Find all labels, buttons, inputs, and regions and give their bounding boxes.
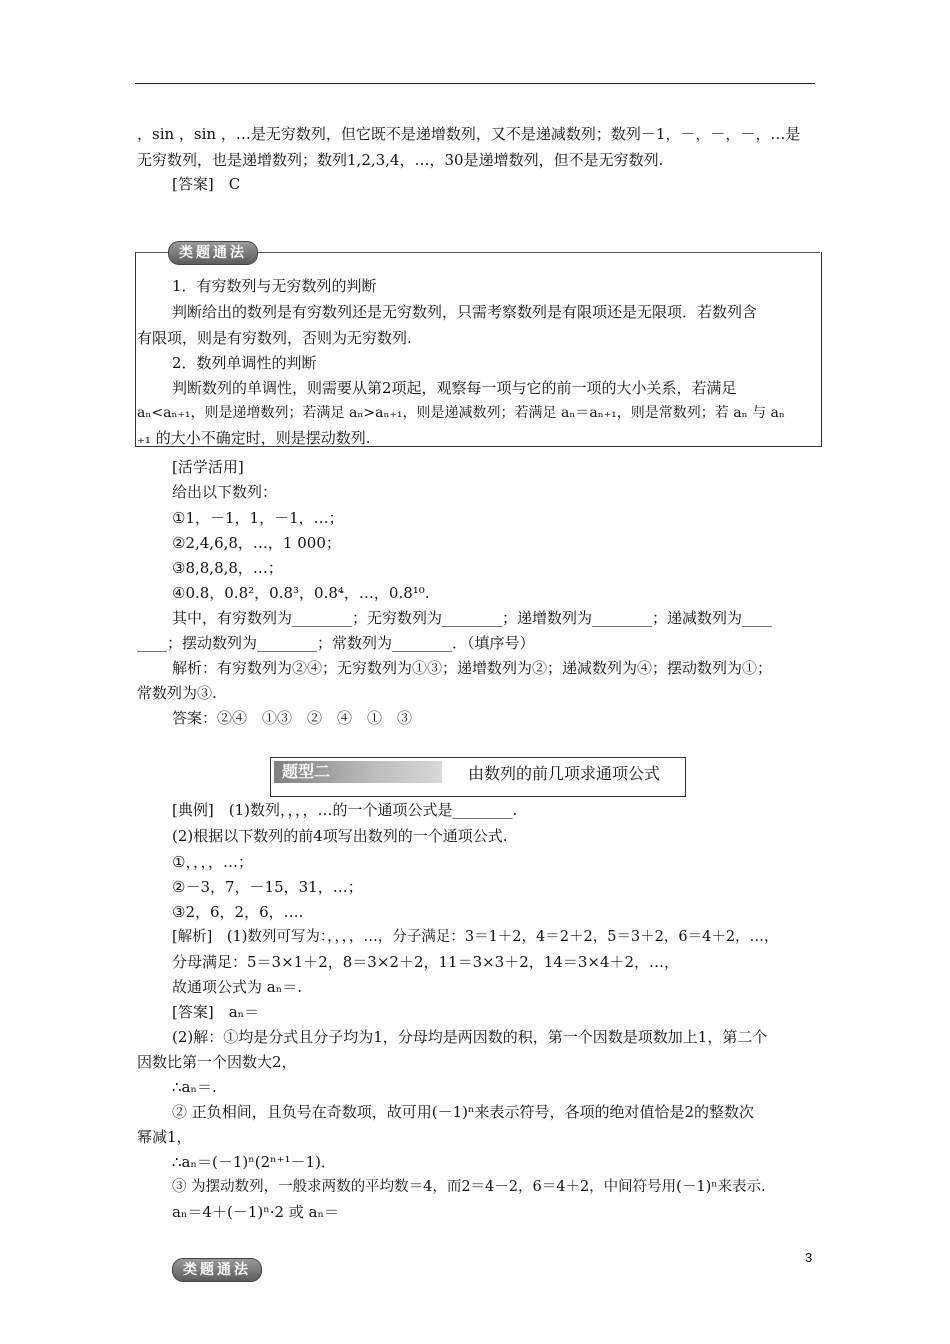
box-line: 1．有穷数列与无穷数列的判断 [172,277,377,295]
text-line: 幂减1， [137,1128,192,1146]
text-line: ② 正负相间，且负号在奇数项，故可用(－1)ⁿ来表示符号，各项的绝对值恰是2的整数次 [172,1103,755,1121]
text-line: ③ 为摆动数列，一般求两数的平均数＝4，而2＝4－2，6＝4＋2，中间符号用(－1)ⁿ来表示. [172,1179,766,1195]
type-tag: 题型二 [274,761,442,783]
text-line: (2)根据以下数列的前4项写出数列的一个通项公式. [172,827,508,845]
answer-line: [答案] aₙ＝ [172,1003,260,1021]
box-title-badge: 类题通法 [168,241,258,265]
answer-line: 答案：②④ ①③ ② ④ ① ③ [172,709,413,727]
text-line: 无穷数列，也是递增数列；数列1,2,3,4，…，30是递增数列，但不是无穷数列. [137,151,664,169]
text-line: ____；摆动数列为________；常数列为________．（填序号） [137,634,535,652]
section-heading: [活学活用] [172,458,244,476]
text-line: 其中，有穷数列为________；无穷数列为________；递增数列为________；递减数列为____ [172,609,773,627]
box-line: 判断给出的数列是有穷数列还是无穷数列，只需考察数列是有限项还是无限项．若数列含 [172,303,758,321]
text-line: 分母满足：5＝3×1＋2，8＝3×2＋2，11＝3×3＋2，14＝3×4＋2，…， [172,953,680,971]
page-number: 3 [805,1250,813,1265]
text-line: ①1，－1，1，－1，…； [172,509,344,527]
footer-badge: 类题通法 [172,1258,262,1282]
box-line: aₙ<aₙ₊₁，则是递增数列；若满足 aₙ>aₙ₊₁，则是递减数列；若满足 aₙ＝aₙ₊₁，则是常数列；若 aₙ 与 aₙ [137,405,785,421]
box-line: 2．数列单调性的判断 [172,354,317,372]
text-line: ③2，6，2，6，…. [172,903,304,921]
text-line: (2)解：①均是分式且分子均为1，分母均是两因数的积，第一个因数是项数加上1，第二个 [172,1028,768,1046]
text-line: ∴aₙ＝. [172,1078,217,1096]
box-line: 有限项，则是有穷数列，否则为无穷数列. [137,329,412,347]
text-line: ②2,4,6,8，…，1 000； [172,534,341,552]
answer-line: [答案] C [172,175,241,193]
text-line: 解析：有穷数列为②④；无穷数列为①③；递增数列为②；递减数列为④；摆动数列为①； [172,659,773,677]
text-line: ①，，，，…； [172,853,253,871]
text-line: 因数比第一个因数大2， [137,1053,297,1071]
text-line: [典例] (1)数列，，，，…的一个通项公式是________. [172,801,518,819]
text-line: ，sin ，sin ，…是无穷数列，但它既不是递增数列，又不是递减数列；数列－1，－，－，－，…是 [137,125,801,143]
text-line: ②－3，7，－15，31，…； [172,878,363,896]
text-line: [解析] (1)数列可写为：，，，，…，分子满足：3＝1＋2，4＝2＋2，5＝3＋2，6＝4＋2，…， [172,929,779,945]
text-line: ③8,8,8,8，…； [172,559,283,577]
header-rule [135,83,815,84]
text-line: 故通项公式为 aₙ＝. [172,978,302,996]
text-line: aₙ＝4＋(－1)ⁿ·2 或 aₙ＝ [172,1203,339,1221]
text-line: ∴aₙ＝(－1)ⁿ(2ⁿ⁺¹－1)． [172,1153,336,1171]
type-title: 由数列的前几项求通项公式 [468,764,661,783]
text-line: ④0.8，0.8²，0.8³，0.8⁴，…，0.8¹⁰. [172,584,430,602]
box-line: ₊₁ 的大小不确定时，则是摆动数列. [137,429,371,447]
text-line: 常数列为③. [137,684,217,702]
text-line: 给出以下数列： [172,483,278,501]
box-line: 判断数列的单调性，则需要从第2项起，观察每一项与它的前一项的大小关系，若满足 [172,379,737,397]
